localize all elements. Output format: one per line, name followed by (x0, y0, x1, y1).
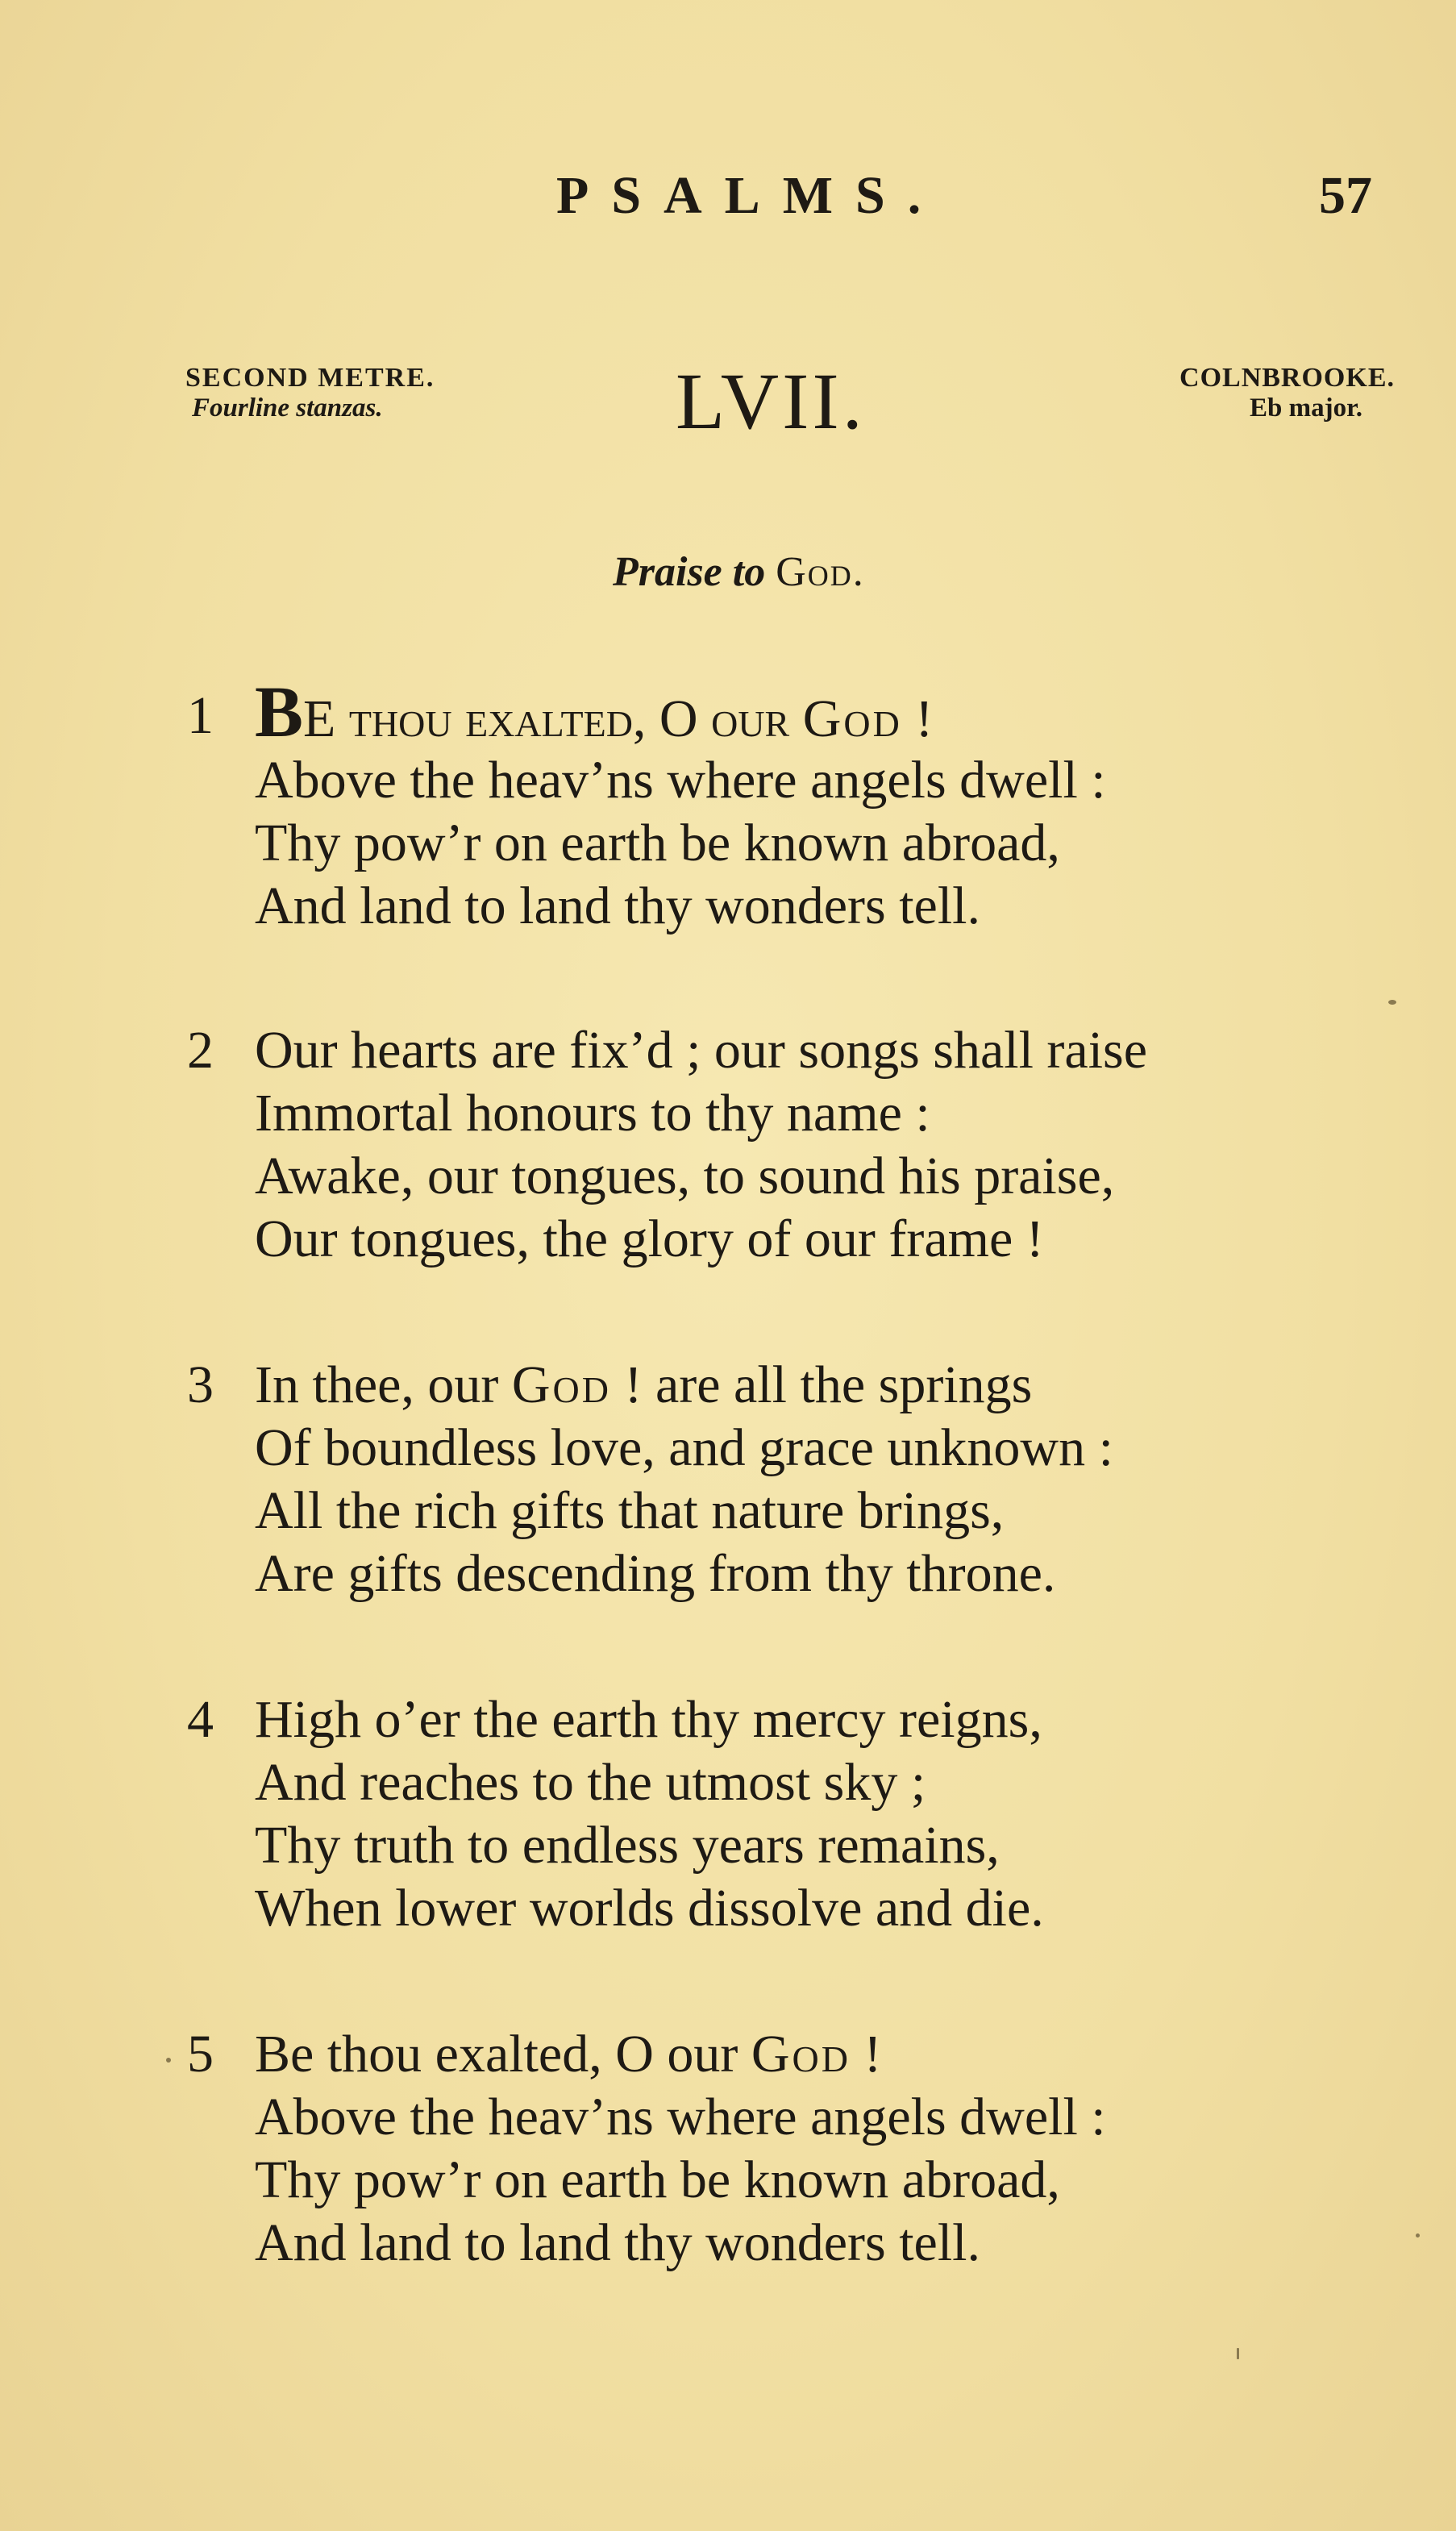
stanza-number: 5 (187, 2025, 214, 2083)
stanza-line-1: BE thou exalted, O our God ! (255, 672, 934, 752)
stanza-line-2: And reaches to the utmost sky ; (255, 1753, 926, 1812)
psalm-number: LVII. (676, 356, 866, 446)
subtitle-god: God. (776, 549, 865, 595)
stanza-number: 3 (187, 1355, 214, 1414)
tune-note (1137, 364, 1395, 422)
tune-key: Eb major. (1250, 393, 1362, 423)
stanza-number: 4 (187, 1690, 214, 1749)
stanza-line-3: Thy pow’r on earth be known abroad, (255, 814, 1060, 872)
stanza-line-1: Our hearts are fix’d ; our songs shall raise (255, 1021, 1148, 1080)
subtitle-italic: Praise to (613, 549, 766, 595)
running-head: PSALMS. (556, 166, 944, 225)
stanza-line-3: Thy pow’r on earth be known abroad, (255, 2150, 1060, 2209)
stanza-line-2: Of boundless love, and grace unknown : (255, 1418, 1113, 1477)
psalm-subtitle (613, 548, 865, 596)
stanza-number: 2 (187, 1021, 214, 1080)
stanza-line-1: Be thou exalted, O our God ! (255, 2025, 882, 2083)
metre-line-2: Fourline stanzas. (192, 393, 383, 423)
tune-name: COLNBROOKE. (1179, 363, 1395, 393)
stanza-line-4: And land to land thy wonders tell. (255, 876, 981, 935)
stanza-line-4: And land to land thy wonders tell. (255, 2213, 981, 2272)
stanza-line-1: High o’er the earth thy mercy reigns, (255, 1690, 1042, 1749)
stanza-line-3: All the rich gifts that nature brings, (255, 1481, 1005, 1540)
drop-cap: B (255, 672, 304, 752)
stanza-line-1: In thee, our God ! are all the springs (255, 1355, 1033, 1414)
page-number: 57 (1319, 166, 1372, 225)
stanza-line-2: Above the heav’ns where angels dwell : (255, 2088, 1106, 2146)
metre-line-1: SECOND METRE. (185, 363, 435, 393)
stanza-line-3: Thy truth to endless years remains, (255, 1816, 1000, 1875)
paper-speck (1388, 1000, 1396, 1005)
paper-speck (1416, 2233, 1420, 2238)
stanza-line-3: Awake, our tongues, to sound his praise, (255, 1147, 1115, 1205)
stanza-line-4: Are gifts descending from thy throne. (255, 1544, 1056, 1603)
metre-note (185, 364, 435, 422)
stanza-line-2: Above the heav’ns where angels dwell : (255, 751, 1106, 810)
paper-speck (1237, 2348, 1239, 2359)
stanza-line-4: When lower worlds dissolve and die. (255, 1879, 1044, 1938)
paper-speck (166, 2058, 171, 2063)
stanza-line-4: Our tongues, the glory of our frame ! (255, 1209, 1044, 1268)
stanza-line-2: Immortal honours to thy name : (255, 1084, 930, 1143)
stanza-number: 1 (187, 686, 214, 745)
